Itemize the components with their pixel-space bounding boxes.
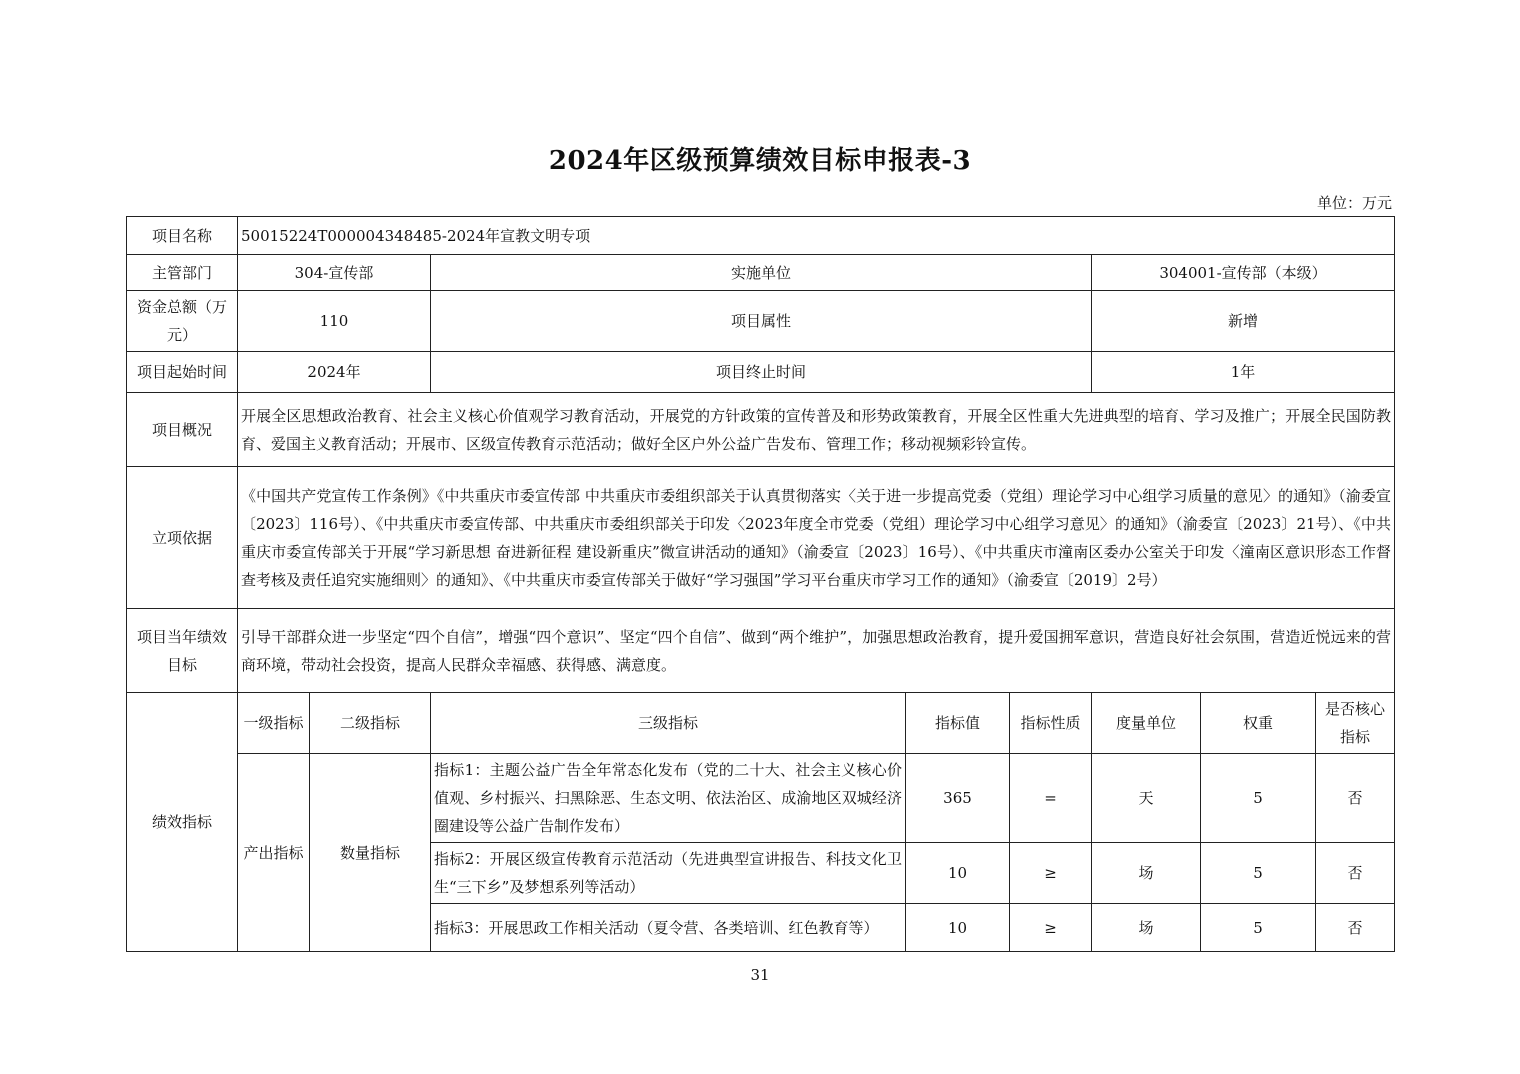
row-indicator-headers — [127, 693, 1395, 754]
indicator-weight: 5 — [1201, 904, 1316, 952]
indicator-core: 否 — [1316, 754, 1395, 843]
header-level2: 二级指标 — [310, 693, 431, 754]
row-department — [127, 255, 1395, 291]
label-project-name: 项目名称 — [127, 217, 238, 255]
indicator-nature: ≥ — [1010, 904, 1092, 952]
value-goal: 引导干部群众进一步坚定“四个自信”，增强“四个意识”、坚定“四个自信”、做到“两个维护”，加强思想政治教育，提升爱国拥军意识，营造良好社会氛围，营造近悦远来的营商环境，带动社会投资，提高人民群众幸福感、获得感、满意度。 — [238, 609, 1395, 693]
page-number: 31 — [750, 966, 770, 984]
header-level1: 一级指标 — [238, 693, 310, 754]
table-row — [127, 754, 1395, 843]
indicator-value: 365 — [906, 754, 1010, 843]
label-funds: 资金总额（万元） — [127, 291, 238, 352]
label-project-attr: 项目属性 — [431, 291, 1092, 352]
indicator-nature: = — [1010, 754, 1092, 843]
row-overview — [127, 393, 1395, 467]
value-project-attr: 新增 — [1092, 291, 1395, 352]
label-department: 主管部门 — [127, 255, 238, 291]
header-unit: 度量单位 — [1092, 693, 1201, 754]
label-goal: 项目当年绩效目标 — [127, 609, 238, 693]
indicator-text: 指标3：开展思政工作相关活动（夏令营、各类培训、红色教育等） — [431, 904, 906, 952]
value-basis: 《中国共产党宣传工作条例》《中共重庆市委宣传部 中共重庆市委组织部关于认真贯彻落实〈关于进一步提高党委（党组）理论学习中心组学习质量的意见〉的通知》（渝委宣〔2023〕116号）、《中共重庆市委宣传部、中共重庆市委组织部关于印发〈2023年度全市党委（党组）理论学习中心组学习意见〉的通知》（渝委宣〔2023〕21号）、《中共重庆市委宣传部关于开展“学习新思想 奋进新征程 建设新重庆”微宣讲活动的通知》（渝委宣〔2023〕16号）、《中共重庆市潼南区委办公室关于印发〈潼南区意识形态工作督查考核及责任追究实施细则〉的通知》、《中共重庆市委宣传部关于做好“学习强国”学习平台重庆市学习工作的通知》（渝委宣〔2019〕2号） — [238, 467, 1395, 609]
header-level3: 三级指标 — [431, 693, 906, 754]
label-overview: 项目概况 — [127, 393, 238, 467]
indicator-weight: 5 — [1201, 843, 1316, 904]
indicator-value: 10 — [906, 904, 1010, 952]
label-impl-unit: 实施单位 — [431, 255, 1092, 291]
value-impl-unit: 304001-宣传部（本级） — [1092, 255, 1395, 291]
indicator-value: 10 — [906, 843, 1010, 904]
value-end-time: 1年 — [1092, 352, 1395, 393]
page-title: 2024年区级预算绩效目标申报表-3 — [548, 146, 972, 176]
row-time — [127, 352, 1395, 393]
indicator-text: 指标2：开展区级宣传教育示范活动（先进典型宣讲报告、科技文化卫生“三下乡”及梦想系列等活动） — [431, 843, 906, 904]
indicator-text: 指标1：主题公益广告全年常态化发布（党的二十大、社会主义核心价值观、乡村振兴、扫黑除恶、生态文明、依法治区、成渝地区双城经济圈建设等公益广告制作发布） — [431, 754, 906, 843]
indicator-core: 否 — [1316, 843, 1395, 904]
indicator-weight: 5 — [1201, 754, 1316, 843]
header-value: 指标值 — [906, 693, 1010, 754]
label-start-time: 项目起始时间 — [127, 352, 238, 393]
performance-target-table — [126, 216, 1395, 952]
row-basis — [127, 467, 1395, 609]
indicator-unit: 天 — [1092, 754, 1201, 843]
indicator-nature: ≥ — [1010, 843, 1092, 904]
indicator-unit: 场 — [1092, 904, 1201, 952]
value-department: 304-宣传部 — [238, 255, 431, 291]
header-weight: 权重 — [1201, 693, 1316, 754]
row-project-name — [127, 217, 1395, 255]
label-indicators: 绩效指标 — [127, 693, 238, 952]
value-level2: 数量指标 — [310, 754, 431, 952]
value-start-time: 2024年 — [238, 352, 431, 393]
value-funds: 110 — [238, 291, 431, 352]
indicator-unit: 场 — [1092, 843, 1201, 904]
row-goal — [127, 609, 1395, 693]
header-core: 是否核心指标 — [1316, 693, 1395, 754]
label-end-time: 项目终止时间 — [431, 352, 1092, 393]
label-basis: 立项依据 — [127, 467, 238, 609]
value-level1: 产出指标 — [238, 754, 310, 952]
indicator-core: 否 — [1316, 904, 1395, 952]
value-overview: 开展全区思想政治教育、社会主义核心价值观学习教育活动，开展党的方针政策的宣传普及和形势政策教育，开展全区性重大先进典型的培育、学习及推广；开展全民国防教育、爱国主义教育活动；开展市、区级宣传教育示范活动；做好全区户外公益广告发布、管理工作；移动视频彩铃宣传。 — [238, 393, 1395, 467]
unit-label: 单位：万元 — [1316, 194, 1392, 212]
header-nature: 指标性质 — [1010, 693, 1092, 754]
row-funds — [127, 291, 1395, 352]
value-project-name: 50015224T000004348485-2024年宣教文明专项 — [238, 217, 1395, 255]
